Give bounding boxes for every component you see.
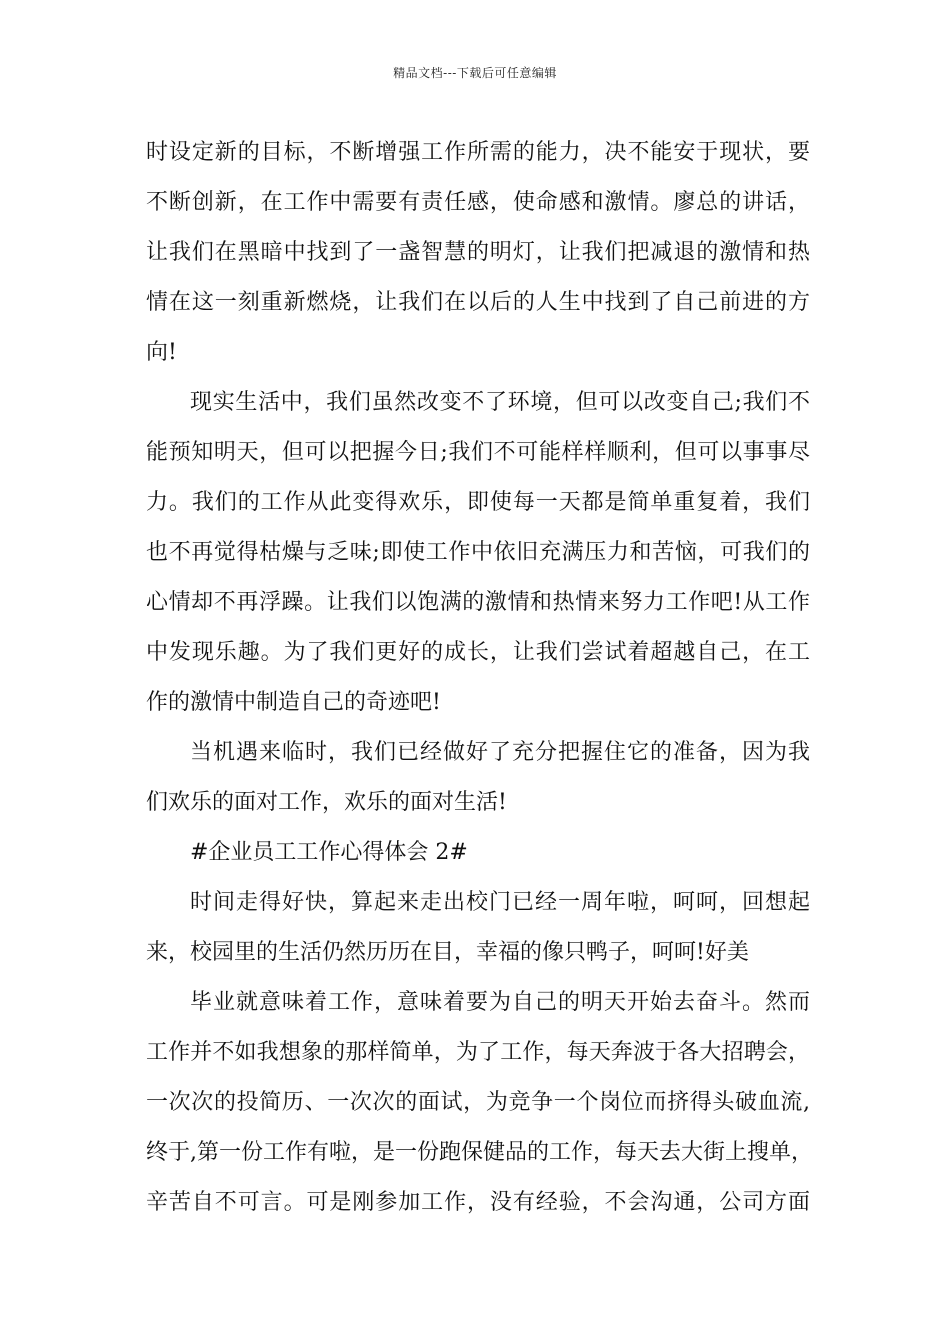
text-line: 来，校园里的生活仍然历历在目，幸福的像只鸭子，呵呵!好美 [146,940,749,965]
text-line: 力。我们的工作从此变得欢乐，即使每一天都是简单重复着，我们 [146,490,810,515]
paragraph-4 [146,878,810,978]
text-line: 作的激情中制造自己的奇迹吧! [146,690,441,715]
paragraph-1 [146,128,810,378]
page-header: 精品文档---下载后可任意编辑 [393,66,557,80]
text-line: 时设定新的目标，不断增强工作所需的能力，决不能安于现状，要 [146,140,810,165]
text-line: 向! [146,340,177,365]
text-line: 一次次的投简历、一次次的面试，为竞争一个岗位而挤得头破血流, [146,1090,810,1115]
heading-line: #企业员工工作心得体会 2# [190,840,468,865]
text-line: 当机遇来临时，我们已经做好了充分把握住它的准备，因为我 [190,740,810,765]
text-line: 情在这一刻重新燃烧，让我们在以后的人生中找到了自己前进的方 [146,290,810,315]
text-line: 中发现乐趣。为了我们更好的成长，让我们尝试着超越自己，在工 [146,640,810,665]
text-line: 终于,第一份工作有啦，是一份跑保健品的工作，每天去大街上搜单， [146,1140,813,1165]
text-line: 辛苦自不可言。可是刚参加工作，没有经验，不会沟通，公司方面 [146,1190,810,1215]
text-line: 们欢乐的面对工作，欢乐的面对生活! [146,790,507,815]
text-line: 工作并不如我想象的那样简单，为了工作，每天奔波于各大招聘会， [146,1040,810,1065]
paragraph-5 [146,978,813,1228]
text-line: 时间走得好快，算起来走出校门已经一周年啦，呵呵，回想起 [190,890,810,915]
paragraph-2 [146,378,810,728]
document-body [146,128,813,1228]
text-line: 能预知明天，但可以把握今日;我们不可能样样顺利，但可以事事尽 [146,440,810,465]
section-heading [146,828,810,878]
text-line: 现实生活中，我们虽然改变不了环境，但可以改变自己;我们不 [190,390,810,415]
text-line: 让我们在黑暗中找到了一盏智慧的明灯，让我们把减退的激情和热 [146,240,810,265]
text-line: 毕业就意味着工作，意味着要为自己的明天开始去奋斗。然而 [190,990,810,1015]
paragraph-3 [146,728,810,828]
text-line: 心情却不再浮躁。让我们以饱满的激情和热情来努力工作吧!从工作 [146,590,810,615]
text-line: 也不再觉得枯燥与乏味;即使工作中依旧充满压力和苦恼，可我们的 [146,540,810,565]
text-line: 不断创新，在工作中需要有责任感，使命感和激情。廖总的讲话， [146,190,810,215]
